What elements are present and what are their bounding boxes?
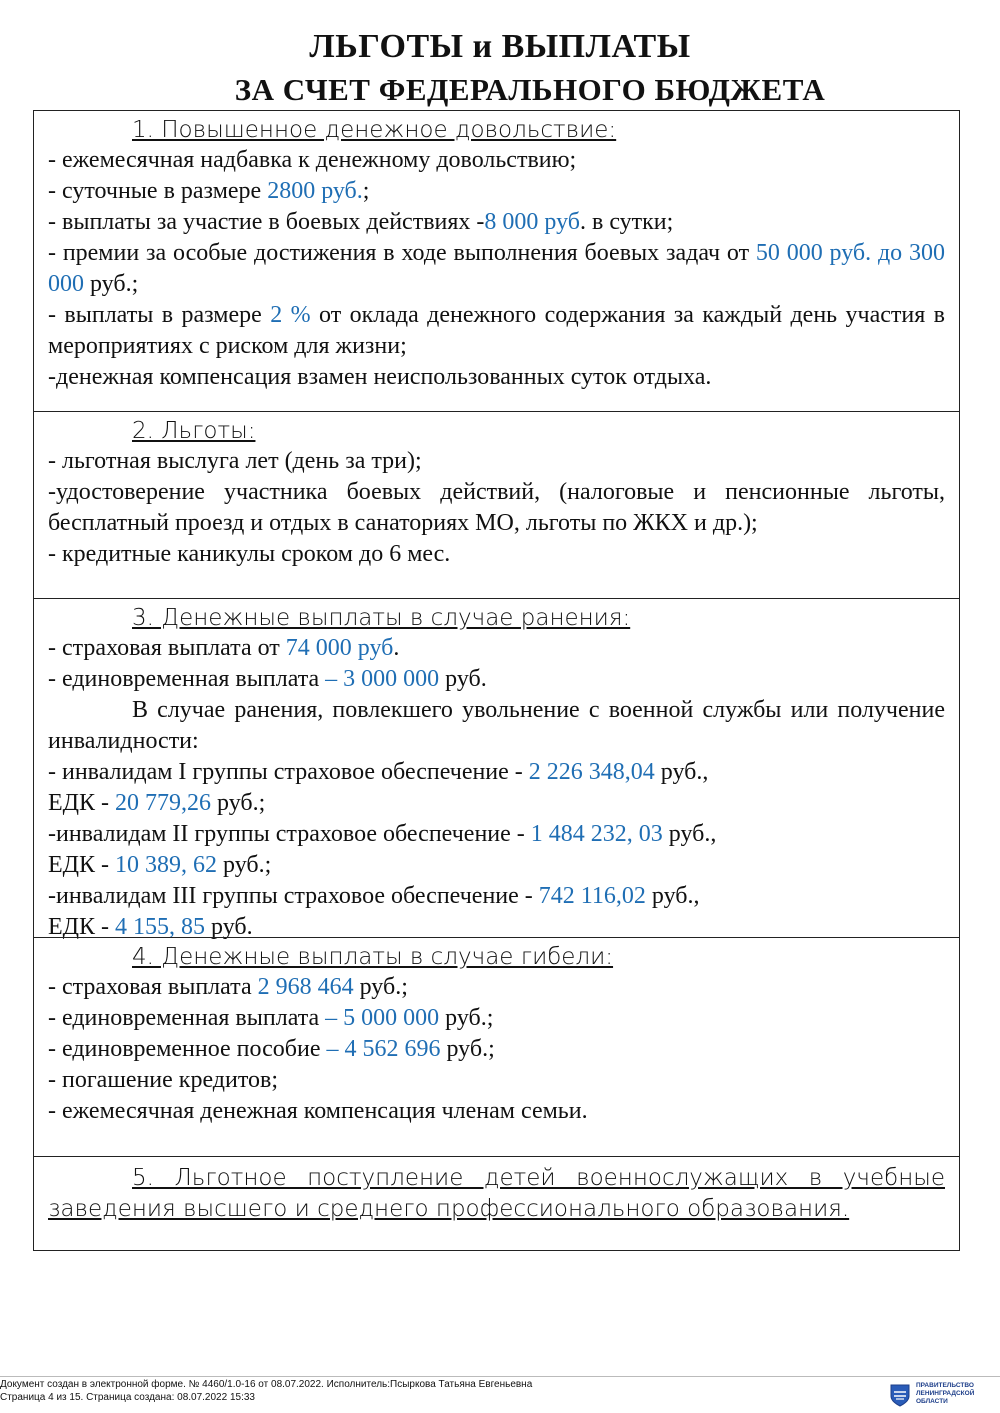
paragraph: В случае ранения, повлекшего увольнение с военной службы или получение инвалидности: (48, 697, 945, 754)
amount: 742 116,02 (538, 883, 646, 909)
item-text: руб.; (217, 852, 272, 878)
item-text: -инвалидам II группы страховое обеспечение - (48, 821, 531, 847)
item-text: . (393, 635, 400, 661)
item-text: - премии за особые достижения в ходе выполнения боевых задач от (48, 240, 756, 266)
item-text: - единовременная выплата (48, 1005, 326, 1031)
item-text: руб. (439, 666, 487, 692)
amount: – 5 000 000 (325, 1005, 440, 1031)
item-text: руб., (662, 821, 717, 847)
list-item (48, 300, 945, 362)
amount: 2 226 348,04 (528, 759, 655, 785)
page-title-line2: ЗА СЧЕТ ФЕДЕРАЛЬНОГО БЮДЖЕТА (234, 72, 826, 107)
amount: – 3 000 000 (325, 666, 440, 692)
item-text: руб.; (439, 1005, 494, 1031)
amount: 74 000 руб (285, 635, 394, 661)
amount: 50 000 руб. до 300 000 (48, 240, 945, 297)
section-death-payments (33, 937, 960, 1157)
amount: 2 % (270, 302, 311, 328)
item-text: . в сутки; (579, 209, 674, 235)
logo-text (916, 1382, 974, 1406)
section-salary (33, 110, 960, 412)
logo-line: ОБЛАСТИ (916, 1398, 948, 1405)
item-text: ЕДК - (48, 914, 116, 940)
item-text: - выплаты в размере (48, 302, 271, 328)
item-text: - единовременное пособие (48, 1036, 327, 1062)
footer-divider (0, 1376, 1000, 1377)
list-item (48, 664, 945, 695)
list-item: -удостоверение участника боевых действий, (налоговые и пенсионные льготы, бесплатный проезд и отдых в санаториях МО, льготы по ЖКХ и др.); (48, 479, 945, 536)
document-footer (0, 1378, 532, 1404)
list-item: - ежемесячная денежная компенсация членам семьи. (48, 1098, 588, 1124)
logo-line: ЛЕНИНГРАДСКОЙ (916, 1390, 975, 1397)
logo-line: ПРАВИТЕЛЬСТВО (916, 1382, 974, 1389)
amount: 1 484 232, 03 (530, 821, 663, 847)
amount: 10 389, 62 (115, 852, 218, 878)
item-text: - суточные в размере (48, 178, 268, 204)
government-logo (888, 1381, 1000, 1409)
list-item (48, 1003, 945, 1034)
section-heading: 1. Повышенное денежное довольствие: (132, 117, 617, 143)
list-item (48, 850, 945, 881)
list-item (48, 819, 945, 850)
list-item (48, 1034, 945, 1065)
list-item: - льготная выслуга лет (день за три); (48, 448, 422, 474)
amount: 8 000 руб (484, 209, 580, 235)
item-text: - единовременная выплата (48, 666, 326, 692)
list-item (48, 757, 945, 788)
footer-document-info: Документ создан в электронной форме. № 4460/1.0-16 от 08.07.2022. Исполнитель:Псыркова Татьяна Евгеньевна (0, 1379, 533, 1390)
item-text: руб.; (84, 271, 139, 297)
item-text: от оклада денежного содержания за каждый день участия в мероприятиях с риском для жизни; (48, 302, 946, 359)
list-item (48, 176, 945, 207)
item-text: -инвалидам III группы страховое обеспечение - (48, 883, 539, 909)
list-item (48, 972, 945, 1003)
item-text: ЕДК - (48, 790, 116, 816)
section-heading: 5. Льготное поступление детей военнослужащих в учебные заведения высшего и среднего профессионального образования. (48, 1165, 945, 1222)
section-heading: 3. Денежные выплаты в случае ранения: (132, 605, 631, 631)
item-text: ЕДК - (48, 852, 116, 878)
list-item: - кредитные каникулы сроком до 6 мес. (48, 541, 451, 567)
section-benefits (33, 411, 960, 599)
item-text: руб., (654, 759, 709, 785)
footer-page-info: Страница 4 из 15. Страница создана: 08.07.2022 15:33 (0, 1392, 255, 1403)
list-item: -денежная компенсация взамен неиспользованных суток отдыха. (48, 364, 712, 390)
list-item (48, 238, 945, 300)
item-text: - выплаты за участие в боевых действиях - (48, 209, 485, 235)
item-text: руб.; (211, 790, 266, 816)
amount: 2 968 464 (257, 974, 354, 1000)
list-item: - ежемесячная надбавка к денежному довольствию; (48, 147, 577, 173)
item-text: руб.; (353, 974, 408, 1000)
section-heading: 4. Денежные выплаты в случае гибели: (132, 944, 614, 970)
section-injury-payments (33, 598, 960, 938)
page-title-line1: ЛЬГОТЫ и ВЫПЛАТЫ (309, 28, 691, 65)
item-text: руб.; (440, 1036, 495, 1062)
section-education (33, 1156, 960, 1251)
list-item (48, 633, 945, 664)
item-text: - инвалидам I группы страховое обеспечение - (48, 759, 529, 785)
list-item (48, 881, 945, 912)
coat-of-arms-icon (888, 1383, 912, 1407)
item-text: - страховая выплата (48, 974, 258, 1000)
list-item (48, 207, 945, 238)
item-text: руб. (205, 914, 253, 940)
amount: – 4 562 696 (326, 1036, 441, 1062)
item-text: - страховая выплата от (48, 635, 286, 661)
amount: 2800 руб. (267, 178, 363, 204)
list-item (48, 788, 945, 819)
section-heading: 2. Льготы: (132, 418, 256, 444)
list-item: - погашение кредитов; (48, 1067, 279, 1093)
item-text: руб., (645, 883, 700, 909)
item-text: ; (362, 178, 370, 204)
amount: 20 779,26 (115, 790, 212, 816)
amount: 4 155, 85 (115, 914, 206, 940)
